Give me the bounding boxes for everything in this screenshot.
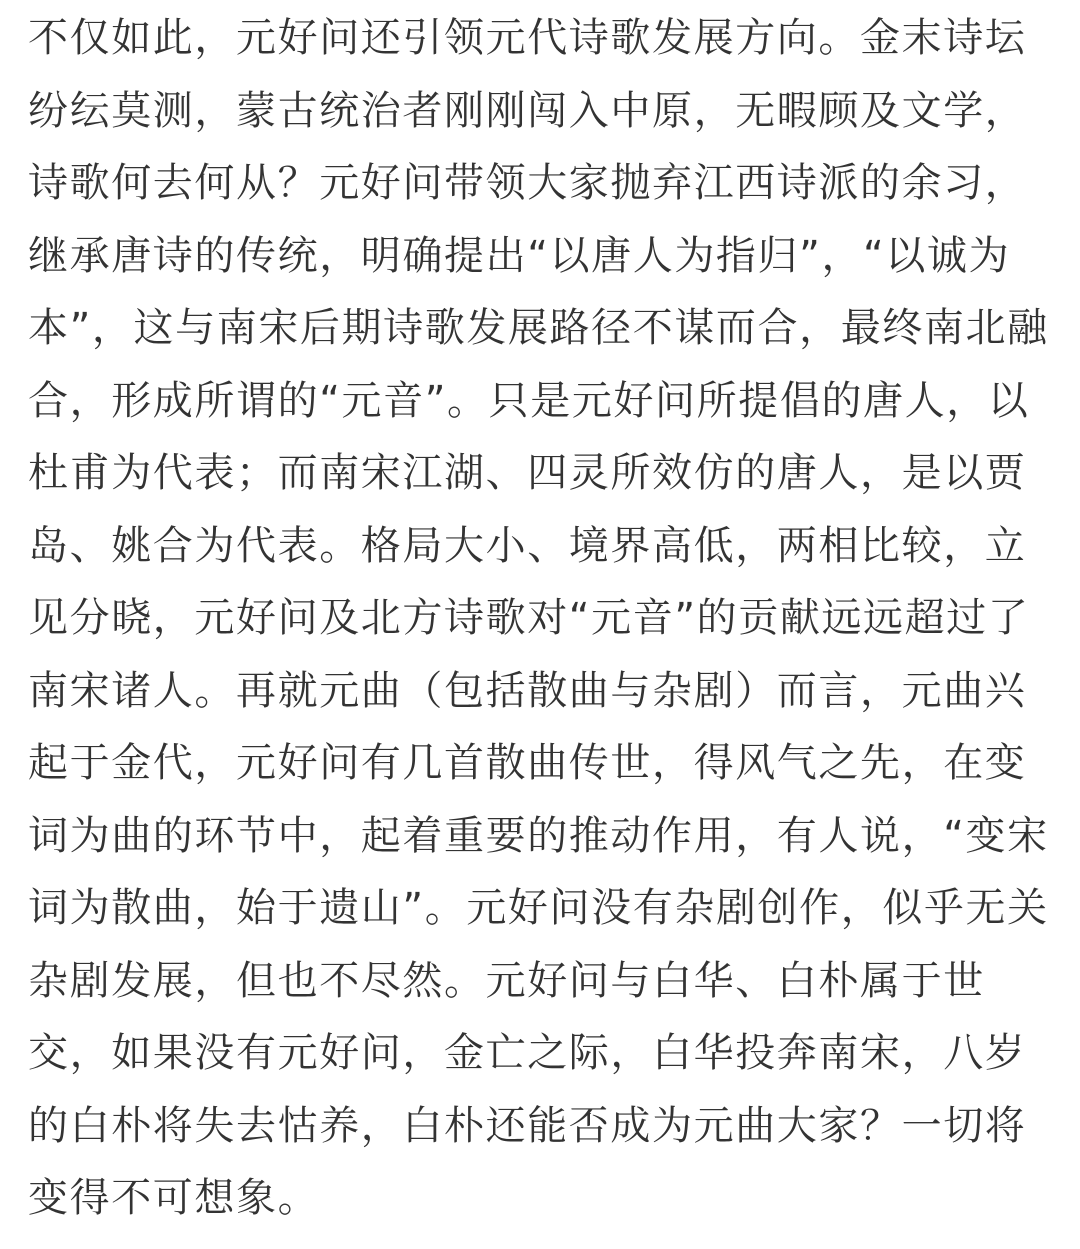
paragraph-line: 变得不可想象。 [28, 1175, 320, 1221]
paragraph-line: 词为曲的环节中，起着重要的推动作用，有人说，“变宋 [28, 812, 1049, 859]
paragraph-line: 合，形成所谓的“元音”。只是元好问所提倡的唐人，以 [28, 377, 1030, 424]
paragraph-line: 交，如果没有元好问，金亡之际，白华投奔南宋，八岁 [28, 1030, 1027, 1076]
paragraph-line: 不仅如此，元好问还引领元代诗歌发展方向。金末诗坛 [28, 15, 1027, 61]
paragraph-line: 诗歌何去何从？元好问带领大家抛弃江西诗派的余习， [28, 160, 1027, 206]
paragraph-line: 本”，这与南宋后期诗歌发展路径不谋而合，最终南北融 [28, 305, 1049, 351]
paragraph-line: 词为散曲，始于遗山”。元好问没有杂剧创作，似乎无关 [28, 885, 1049, 931]
paragraph-line: 的白朴将失去怙养，白朴还能否成为元曲大家？一切将 [28, 1102, 1027, 1149]
paragraph-line: 南宋诸人。再就元曲（包括散曲与杂剧）而言，元曲兴 [28, 667, 1027, 714]
paragraph-line: 岛、姚合为代表。格局大小、境界高低，两相比较，立 [28, 522, 1027, 569]
paragraph-line: 见分晓，元好问及北方诗歌对“元音”的贡献远远超过了 [28, 595, 1030, 641]
paragraph-line: 继承唐诗的传统，明确提出“以唐人为指归”，“以诚为 [28, 232, 1011, 279]
paragraph-line: 起于金代，元好问有几首散曲传世，得风气之先，在变 [28, 740, 1027, 786]
paragraph-line: 杜甫为代表；而南宋江湖、四灵所效仿的唐人，是以贾 [28, 450, 1027, 496]
paragraph-line: 纷纭莫测，蒙古统治者刚刚闯入中原，无暇顾及文学， [28, 87, 1027, 134]
article-body [28, 0, 1068, 1249]
paragraph-line: 杂剧发展，但也不尽然。元好问与白华、白朴属于世 [28, 957, 985, 1004]
